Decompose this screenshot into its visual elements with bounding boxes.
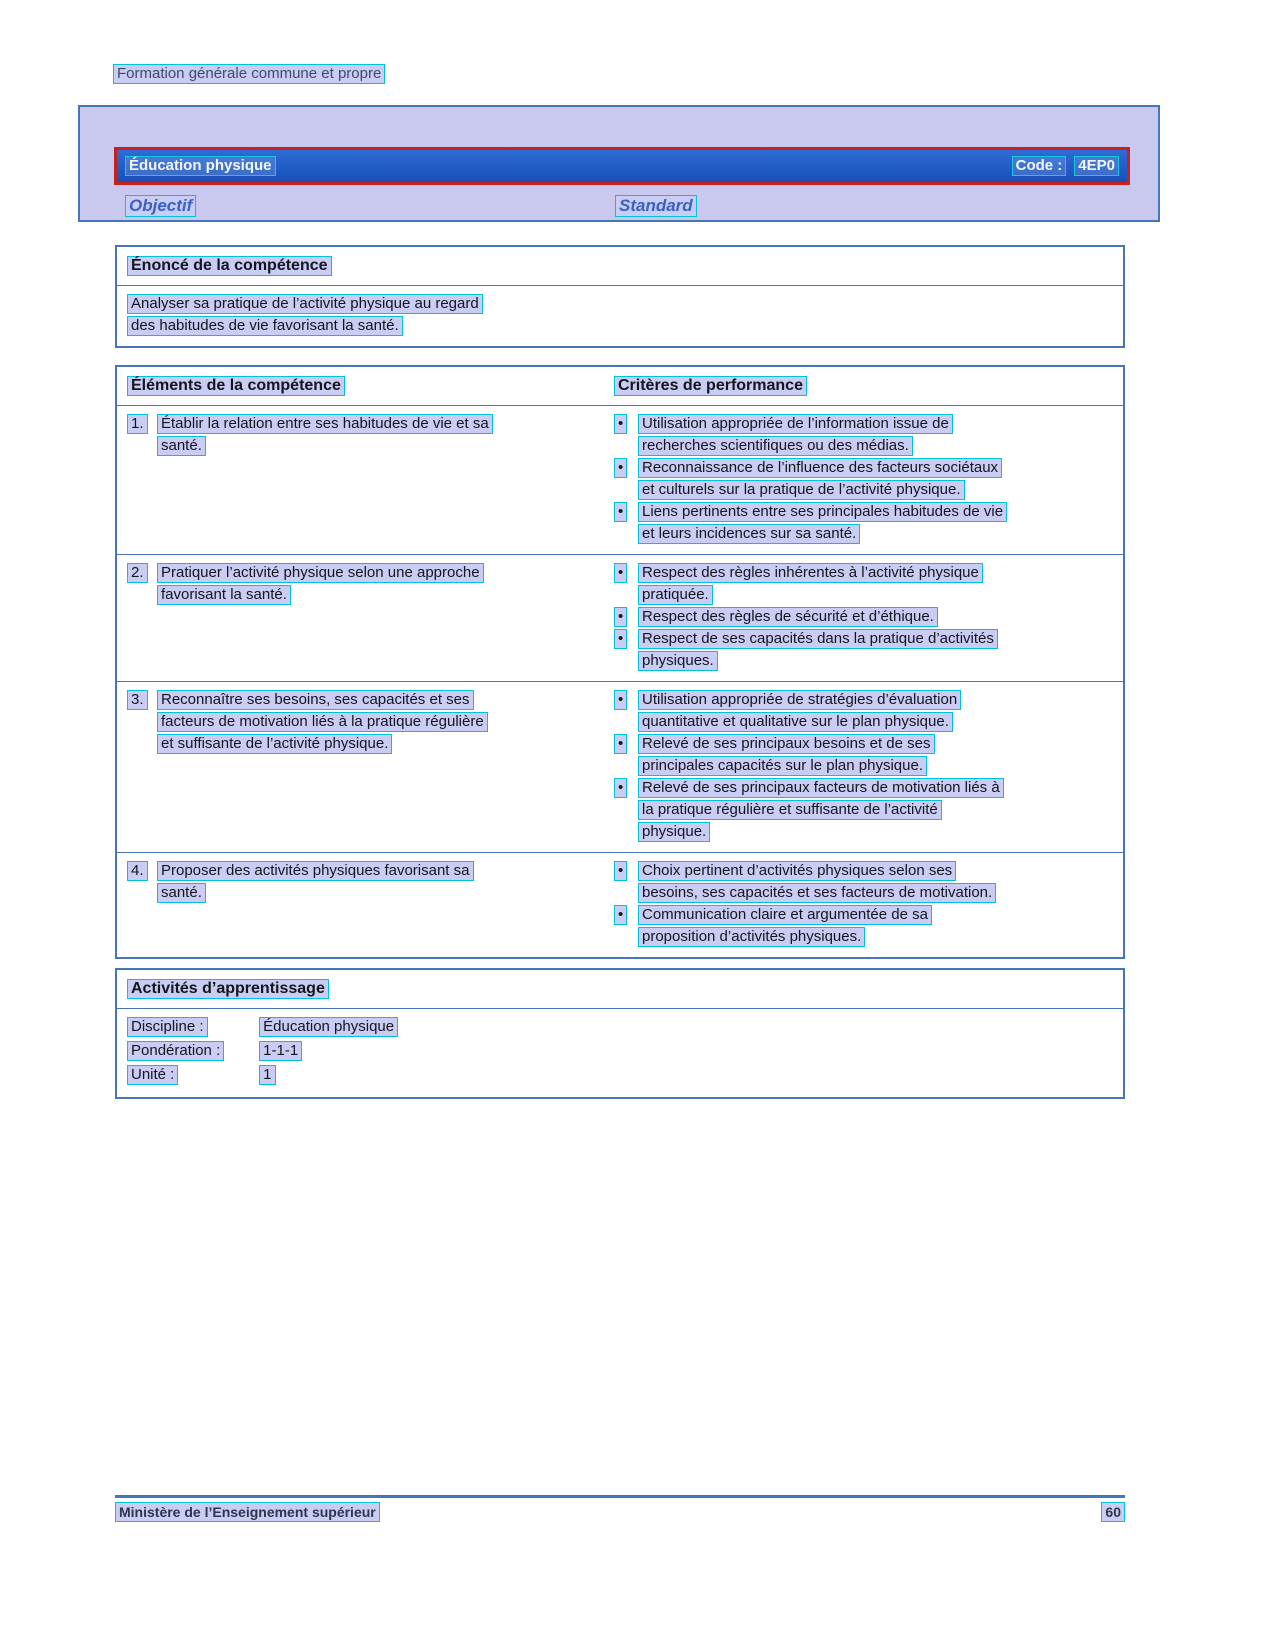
activites-body bbox=[117, 1008, 1123, 1097]
activites-table bbox=[115, 968, 1125, 1099]
element-row bbox=[117, 554, 1123, 681]
text-line bbox=[157, 734, 598, 754]
text-line bbox=[127, 294, 1113, 314]
elements-table bbox=[115, 365, 1125, 959]
criterion-text-line: proposition d’activités physiques. bbox=[638, 927, 865, 947]
bullet-icon: • bbox=[614, 563, 627, 583]
element-text-line: Pratiquer l’activité physique selon une approche bbox=[157, 563, 484, 583]
element-cell bbox=[117, 861, 604, 949]
criterion-item bbox=[614, 414, 1123, 458]
footer-ministry-label: Ministère de l’Enseignement supérieur bbox=[115, 1502, 380, 1522]
activites-header-row bbox=[117, 970, 1123, 1008]
element-text-line: favorisant la santé. bbox=[157, 585, 291, 605]
criterion-text-line: physique. bbox=[638, 822, 710, 842]
criterion-text bbox=[638, 861, 1123, 905]
field-label-cell bbox=[127, 1017, 255, 1037]
criterion-item bbox=[614, 690, 1123, 734]
element-text bbox=[157, 414, 598, 546]
criterion-text bbox=[638, 563, 1123, 607]
element-row bbox=[117, 405, 1123, 554]
bullet-icon: • bbox=[614, 778, 627, 798]
text-line bbox=[157, 563, 598, 583]
text-line bbox=[638, 883, 1123, 903]
criterion-text-line: Reconnaissance de l’influence des facteurs sociétaux bbox=[638, 458, 1002, 478]
bullet-icon: • bbox=[614, 458, 627, 478]
text-line bbox=[157, 861, 598, 881]
criterion-text-line: quantitative et qualitative sur le plan physique. bbox=[638, 712, 953, 732]
element-number: 2. bbox=[127, 563, 148, 583]
criteria-cell bbox=[604, 414, 1123, 546]
criterion-text-line: et culturels sur la pratique de l’activité physique. bbox=[638, 480, 965, 500]
text-line bbox=[638, 756, 1123, 776]
element-text-line: facteurs de motivation liés à la pratique régulière bbox=[157, 712, 488, 732]
text-line bbox=[157, 690, 598, 710]
element-text-line: Proposer des activités physiques favorisant sa bbox=[157, 861, 474, 881]
activites-row bbox=[127, 1065, 1113, 1085]
text-line bbox=[127, 316, 1113, 336]
element-text bbox=[157, 563, 598, 673]
text-line bbox=[638, 800, 1123, 820]
element-text bbox=[157, 861, 598, 949]
criterion-item bbox=[614, 458, 1123, 502]
text-line bbox=[157, 585, 598, 605]
enonce-table bbox=[115, 245, 1125, 348]
criterion-text-line: Respect de ses capacités dans la pratique d’activités bbox=[638, 629, 998, 649]
text-line bbox=[638, 563, 1123, 583]
ponderation-label: Pondération : bbox=[127, 1041, 224, 1061]
enonce-header-row bbox=[117, 247, 1123, 285]
criterion-text-line: Respect des règles inhérentes à l’activité physique bbox=[638, 563, 983, 583]
enonce-title: Énoncé de la compétence bbox=[127, 256, 332, 276]
activites-row bbox=[127, 1041, 1113, 1061]
criterion-text-line: physiques. bbox=[638, 651, 718, 671]
text-line bbox=[638, 905, 1123, 925]
bullet-icon: • bbox=[614, 734, 627, 754]
enonce-text-line: Analyser sa pratique de l’activité physique au regard bbox=[127, 294, 483, 314]
criterion-item bbox=[614, 629, 1123, 673]
bullet-icon: • bbox=[614, 861, 627, 881]
text-line bbox=[638, 458, 1123, 478]
element-text-line: et suffisante de l’activité physique. bbox=[157, 734, 392, 754]
unite-label: Unité : bbox=[127, 1065, 178, 1085]
element-text bbox=[157, 690, 598, 844]
criterion-item bbox=[614, 778, 1123, 844]
criterion-text-line: la pratique régulière et suffisante de l’activité bbox=[638, 800, 942, 820]
text-line bbox=[638, 585, 1123, 605]
document-category-label: Formation générale commune et propre bbox=[113, 64, 385, 84]
standard-heading: Standard bbox=[615, 195, 697, 217]
criterion-item bbox=[614, 905, 1123, 949]
footer-divider bbox=[115, 1495, 1125, 1498]
criterion-text bbox=[638, 502, 1123, 546]
criterion-text-line: Respect des règles de sécurité et d’éthique. bbox=[638, 607, 938, 627]
criterion-text bbox=[638, 458, 1123, 502]
element-number-cell bbox=[127, 414, 157, 546]
criterion-text-line: principales capacités sur le plan physique. bbox=[638, 756, 927, 776]
course-code-value: 4EP0 bbox=[1074, 156, 1119, 176]
course-code-label: Code : bbox=[1012, 156, 1067, 176]
footer-row bbox=[115, 1502, 1125, 1522]
element-text-line: Établir la relation entre ses habitudes de vie et sa bbox=[157, 414, 493, 434]
criteria-header-cell bbox=[604, 376, 1123, 396]
element-number-cell bbox=[127, 861, 157, 949]
criterion-text bbox=[638, 690, 1123, 734]
course-title: Éducation physique bbox=[125, 156, 276, 176]
text-line bbox=[638, 414, 1123, 434]
bullet-cell bbox=[614, 905, 638, 949]
criterion-text-line: Utilisation appropriée de l’information issue de bbox=[638, 414, 953, 434]
text-line bbox=[638, 502, 1123, 522]
elements-header-row bbox=[117, 367, 1123, 405]
element-text-line: santé. bbox=[157, 436, 206, 456]
enonce-text-line: des habitudes de vie favorisant la santé. bbox=[127, 316, 403, 336]
text-line bbox=[638, 861, 1123, 881]
elements-column-header: Éléments de la compétence bbox=[127, 376, 345, 396]
bullet-icon: • bbox=[614, 905, 627, 925]
criterion-text bbox=[638, 778, 1123, 844]
element-number-cell bbox=[127, 563, 157, 673]
activites-row bbox=[127, 1017, 1113, 1037]
criterion-text-line: recherches scientifiques ou des médias. bbox=[638, 436, 913, 456]
text-line bbox=[638, 822, 1123, 842]
element-cell bbox=[117, 414, 604, 546]
criterion-text-line: et leurs incidences sur sa santé. bbox=[638, 524, 860, 544]
course-title-bar bbox=[114, 147, 1130, 185]
criterion-text-line: Communication claire et argumentée de sa bbox=[638, 905, 932, 925]
criterion-item bbox=[614, 734, 1123, 778]
page-footer bbox=[115, 1495, 1125, 1522]
text-line bbox=[157, 436, 598, 456]
text-line bbox=[157, 883, 598, 903]
text-line bbox=[638, 734, 1123, 754]
text-line bbox=[638, 436, 1123, 456]
criterion-item bbox=[614, 502, 1123, 546]
element-cell bbox=[117, 563, 604, 673]
text-line bbox=[638, 690, 1123, 710]
bullet-icon: • bbox=[614, 414, 627, 434]
text-line bbox=[157, 414, 598, 434]
text-line bbox=[638, 629, 1123, 649]
course-banner bbox=[78, 105, 1160, 222]
discipline-label: Discipline : bbox=[127, 1017, 208, 1037]
criteria-column-header: Critères de performance bbox=[614, 376, 807, 396]
element-row bbox=[117, 681, 1123, 852]
bullet-icon: • bbox=[614, 502, 627, 522]
criterion-text bbox=[638, 414, 1123, 458]
text-line bbox=[638, 524, 1123, 544]
text-line bbox=[638, 607, 1123, 627]
bullet-cell bbox=[614, 502, 638, 546]
ponderation-value: 1-1-1 bbox=[259, 1041, 302, 1061]
document-header bbox=[113, 64, 385, 84]
text-line bbox=[157, 712, 598, 732]
text-line bbox=[638, 778, 1123, 798]
criterion-text-line: Utilisation appropriée de stratégies d’évaluation bbox=[638, 690, 961, 710]
criterion-text-line: Relevé de ses principaux facteurs de motivation liés à bbox=[638, 778, 1004, 798]
element-cell bbox=[117, 690, 604, 844]
bullet-cell bbox=[614, 734, 638, 778]
criterion-item bbox=[614, 607, 1123, 629]
element-number: 4. bbox=[127, 861, 148, 881]
criterion-text-line: pratiquée. bbox=[638, 585, 713, 605]
text-line bbox=[638, 651, 1123, 671]
bullet-cell bbox=[614, 690, 638, 734]
element-number: 1. bbox=[127, 414, 148, 434]
criterion-item bbox=[614, 563, 1123, 607]
bullet-icon: • bbox=[614, 607, 627, 627]
element-row bbox=[117, 852, 1123, 957]
text-line bbox=[638, 927, 1123, 947]
element-text-line: santé. bbox=[157, 883, 206, 903]
bullet-cell bbox=[614, 778, 638, 844]
criterion-text-line: besoins, ses capacités et ses facteurs de motivation. bbox=[638, 883, 996, 903]
discipline-value: Éducation physique bbox=[259, 1017, 398, 1037]
criterion-text-line: Relevé de ses principaux besoins et de ses bbox=[638, 734, 935, 754]
bullet-cell bbox=[614, 563, 638, 607]
criteria-cell bbox=[604, 563, 1123, 673]
criterion-text bbox=[638, 905, 1123, 949]
criterion-item bbox=[614, 861, 1123, 905]
criterion-text bbox=[638, 629, 1123, 673]
objectif-heading: Objectif bbox=[125, 195, 196, 217]
field-label-cell bbox=[127, 1065, 255, 1085]
bullet-cell bbox=[614, 861, 638, 905]
element-text-line: Reconnaître ses besoins, ses capacités et ses bbox=[157, 690, 474, 710]
criterion-text bbox=[638, 607, 1123, 629]
criterion-text-line: Choix pertinent d’activités physiques selon ses bbox=[638, 861, 956, 881]
activites-title: Activités d’apprentissage bbox=[127, 979, 329, 999]
bullet-cell bbox=[614, 414, 638, 458]
page-number: 60 bbox=[1101, 1502, 1125, 1522]
criteria-cell bbox=[604, 690, 1123, 844]
criteria-cell bbox=[604, 861, 1123, 949]
elements-header-cell bbox=[117, 376, 604, 396]
unite-value: 1 bbox=[259, 1065, 275, 1085]
course-code bbox=[1012, 156, 1119, 176]
element-number: 3. bbox=[127, 690, 148, 710]
bullet-cell bbox=[614, 607, 638, 629]
criterion-text bbox=[638, 734, 1123, 778]
enonce-body bbox=[117, 285, 1123, 346]
element-number-cell bbox=[127, 690, 157, 844]
text-line bbox=[638, 480, 1123, 500]
bullet-icon: • bbox=[614, 690, 627, 710]
bullet-cell bbox=[614, 629, 638, 673]
bullet-icon: • bbox=[614, 629, 627, 649]
text-line bbox=[638, 712, 1123, 732]
field-label-cell bbox=[127, 1041, 255, 1061]
bullet-cell bbox=[614, 458, 638, 502]
criterion-text-line: Liens pertinents entre ses principales habitudes de vie bbox=[638, 502, 1007, 522]
